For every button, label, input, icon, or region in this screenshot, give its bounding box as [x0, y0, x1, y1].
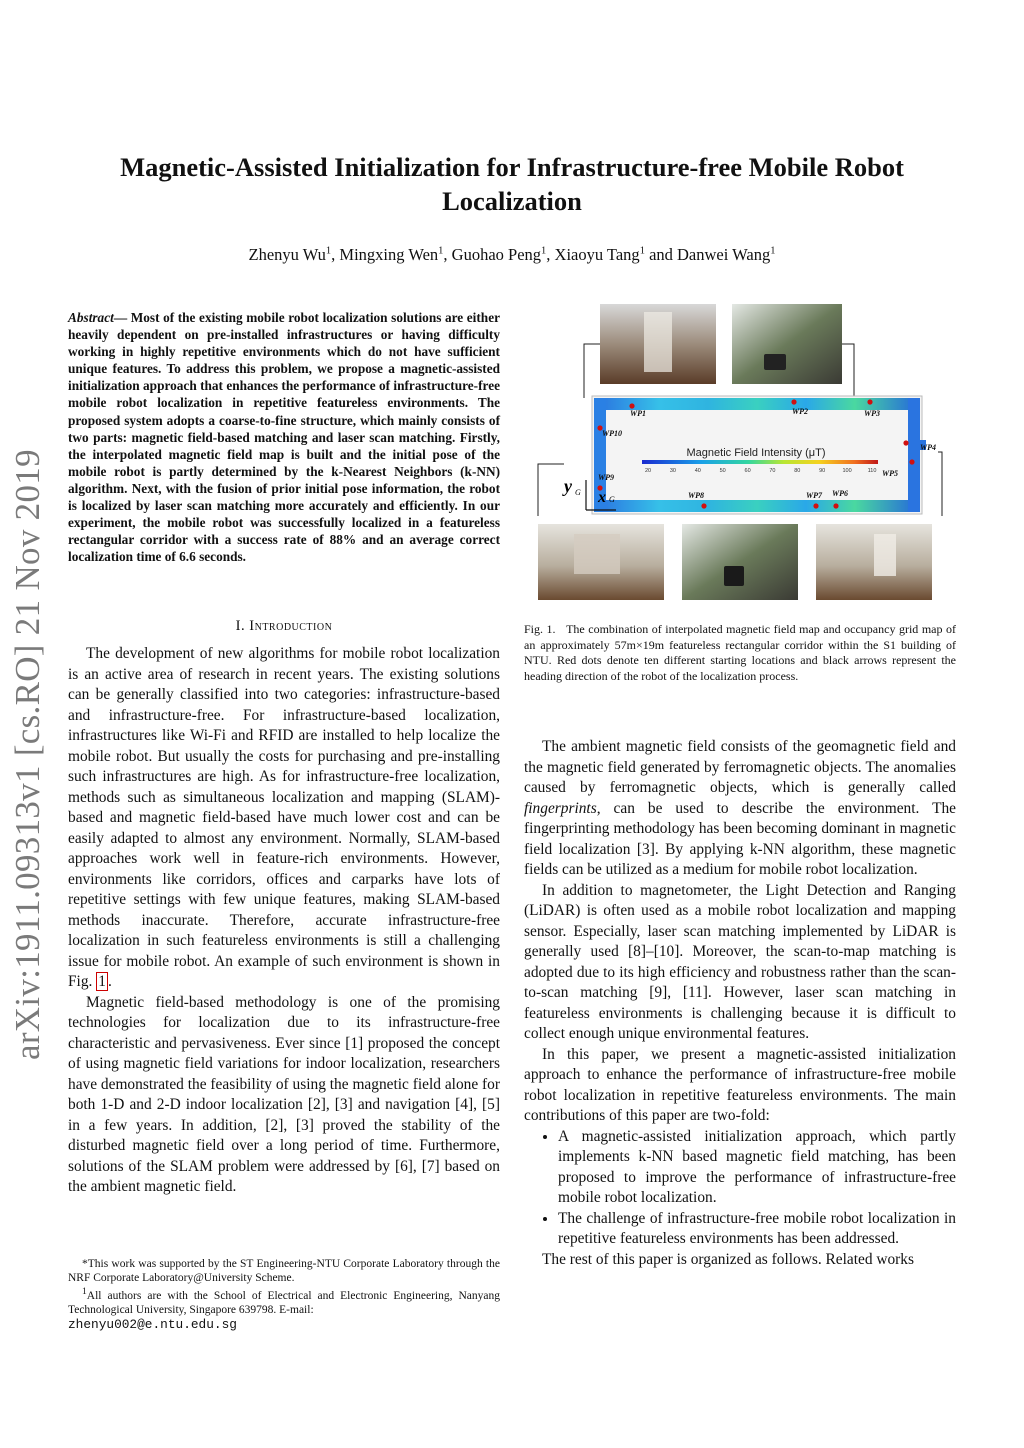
caption-label: Fig. 1. [524, 622, 556, 636]
waypoint-label: WP3 [864, 409, 880, 418]
waypoint-marker [867, 399, 872, 404]
section-number: I. [235, 618, 246, 634]
author-affil: 1 [770, 245, 776, 257]
footnotes [68, 1257, 500, 1332]
abstract [68, 309, 500, 565]
author: Mingxing Wen [339, 245, 439, 264]
author-sep: and [644, 245, 678, 264]
author-sep: , [443, 245, 452, 264]
title-line-2: Localization [442, 186, 582, 216]
waypoint-label: WP7 [806, 491, 822, 500]
footnote-affil-text: All authors are with the School of Electrical and Electronic Engineering, Nanyang Technological University, Singapore 639798. E-mail: [68, 1290, 500, 1317]
axis-y-label: y [564, 476, 572, 496]
corridor-photo-4 [682, 524, 798, 600]
author-affil: 1 [541, 245, 547, 257]
waypoint-label: WP8 [688, 491, 704, 500]
waypoint-label: WP4 [920, 443, 936, 452]
legend-tick: 100 [842, 468, 852, 474]
legend-tick: 60 [744, 468, 751, 474]
right-p1-em: fingerprints [524, 799, 597, 817]
list-item: • A magnetic-assisted initialization approach, which partly implements k-NN based magnetic field matching, has been proposed to improve the performance of infrastructure-free mobile robot localization. [558, 1127, 956, 1209]
legend-title: Magnetic Field Intensity (μT) [686, 447, 826, 459]
legend-tick: 70 [769, 468, 776, 474]
figure-1-caption [524, 622, 956, 685]
legend-tick: 20 [644, 468, 652, 474]
footnote-funding: *This work was supported by the ST Engineering-NTU Corporate Laboratory through the NRF Corporate Laboratory@University Scheme. [68, 1258, 500, 1285]
legend-tick: 110 [867, 468, 877, 474]
waypoint-label: WP9 [598, 473, 614, 482]
author-list [60, 245, 964, 265]
axis-x-sub: G [609, 495, 615, 504]
waypoint-marker [903, 440, 908, 445]
intro-paragraph-2: Magnetic field-based methodology is one of the promising technologies for localization due to its infrastructure-free characteristic and pervasiveness. Ever since [1] proposed the concept of using magnetic field variations for indoor localization, researchers have demonstrated the feasibility of using the magnetic field alone for both 1-D and 2-D indoor localization [2], [3] and navigation [4], [5] in a few years. In addition, [2], [3] proved the stability of the disturbed magnetic field over a long period of time. Furthermore, solutions of the SLAM problem were addressed by [6], [7] based on the ambient magnetic field. [68, 993, 500, 1195]
waypoint-marker [833, 503, 838, 508]
author: Xiaoyu Tang [554, 245, 640, 264]
waypoint-marker [909, 459, 914, 464]
intro-p1-text: The development of new algorithms for mobile robot localization is an active area of research in recent years. The existing solutions can be generally classified into two categories: infrastructure-based and infrastructure-free. For infrastructure-based localization, infrastructures like Wi-Fi and RFID are installed to help localize the mobile robot. But usually the costs for purchasing and pre-installing such infrastructures are high. As for infrastructure-free localization, methods such as simultaneous localization and mapping (SLAM)-based and magnetic field-based have much lower cost and can be easily adapted to almost any environment. Normally, SLAM-based approaches work well in feature-rich environments. However, environments like corridors, offices and carparks have lots of repetitive settings with few unique features, making SLAM-based methods inaccurate. Therefore, accurate infrastructure-free localization in such featureless environments is still a challenging issue for mobile robot. An example of such environment is shown in Fig. [68, 645, 500, 990]
corridor-bottom [594, 500, 920, 512]
figure-1 [524, 302, 956, 602]
footnote-email: zhenyu002@e.ntu.edu.sg [68, 1316, 237, 1332]
waypoint-label: WP1 [630, 409, 646, 418]
arxiv-side-label: arXiv:1911.09313v1 [cs.RO] 21 Nov 2019 [8, 449, 47, 1060]
footnote-affiliation [68, 1285, 500, 1331]
intro-paragraph-1 [68, 644, 500, 993]
section-heading-introduction [68, 618, 500, 635]
waypoint-label: WP6 [832, 489, 848, 498]
section-title: Introduction [249, 618, 333, 634]
legend-tick: 50 [719, 468, 726, 474]
author: Zhenyu Wu [248, 245, 326, 264]
right-p1-b: , can be used to describe the environment. The fingerprinting methodology has been becoming dominant in magnetic field localization [3]. By applying k-NN algorithm, these magnetic fields can be utilized as a medium for mobile robot localization. [524, 799, 956, 878]
footnote-marker: 1 [82, 1286, 87, 1298]
author-affil: 1 [639, 245, 645, 257]
author-affil: 1 [438, 245, 444, 257]
waypoint-label: WP5 [882, 469, 898, 478]
paper-title [60, 150, 964, 218]
introduction-text [68, 644, 500, 1198]
corridor-right [908, 398, 920, 512]
waypoint-label: WP10 [602, 429, 622, 438]
author: Guohao Peng [451, 245, 542, 264]
legend-tick: 80 [794, 468, 801, 474]
legend-tick: 90 [819, 468, 826, 474]
legend-tick: 30 [669, 468, 676, 474]
right-paragraph-1 [524, 737, 956, 881]
figure-ref-link[interactable]: 1 [98, 973, 106, 990]
author-sep: , [331, 245, 340, 264]
caption-text: The combination of interpolated magnetic field map and occupancy grid map of an approximately 57m×19m featureless rectangular corridor within the S1 building of NTU. Red dots denote ten different starting locations and black arrows represent the heading direction of the robot of the localization process. [524, 622, 956, 684]
contribution-list [524, 1127, 956, 1250]
author-affil: 1 [325, 245, 332, 257]
abstract-text: — Most of the existing mobile robot localization solutions are either heavily dependent on pre-installed infrastructures or having difficulty working in highly repetitive environments which do not have sufficient unique features. To address this problem, we propose a magnetic-assisted initialization approach that enhances the performance of infrastructure-free mobile robot localization in repetitive featureless environments. The proposed system adopts a coarse-to-fine structure, which mainly consists of two parts: magnetic field-based matching and laser scan matching. Firstly, the interpolated magnetic field map is built and the initial pose of the mobile robot is partly determined by the k-Nearest Neighbors (k-NN) algorithm. Next, with the fusion of prior initial pose information, the robot is localized by laser scan matching more accurately and efficiently. In our experiment, the mobile robot was successfully localized in a featureless rectangular corridor with a success rate of 88% and an average correct localization time of 6.6 seconds. [68, 310, 500, 565]
title-line-1: Magnetic-Assisted Initialization for Infrastructure-free Mobile Robot [120, 152, 904, 182]
waypoint-marker [701, 503, 706, 508]
axis-y-sub: G [575, 488, 581, 497]
legend-colorbar [642, 460, 878, 464]
right-p1-a: The ambient magnetic field consists of the geomagnetic field and the magnetic field generated by ferromagnetic objects. The anomalies caused by ferromagnetic objects, which is generally called [524, 738, 956, 796]
waypoint-marker [813, 503, 818, 508]
right-column-text [524, 737, 956, 1270]
axis-x-label: x [598, 489, 606, 506]
list-item: • The challenge of infrastructure-free mobile robot localization in repetitive featureless environments has been addressed. [558, 1209, 956, 1250]
corridor-photo-2 [732, 304, 842, 384]
right-paragraph-3: In this paper, we present a magnetic-assisted initialization approach to enhance the performance of infrastructure-free mobile robot localization in repetitive featureless environments. The main contributions of this paper are two-fold: [524, 1045, 956, 1124]
author: Danwei Wang [677, 245, 771, 264]
waypoint-label: WP2 [792, 407, 808, 416]
right-paragraph-4: The rest of this paper is organized as follows. Related works [542, 1250, 914, 1268]
author-sep: , [546, 245, 555, 264]
waypoint-marker [629, 403, 634, 408]
abstract-label: Abstract [68, 310, 114, 325]
intro-p1-end: . [107, 973, 112, 990]
right-paragraph-2: In addition to magnetometer, the Light Detection and Ranging (LiDAR) is often used as a mobile robot localization and mapping sensor. Especially, laser scan matching implemented by LiDAR is generally used [8]–[10]. Moreover, the scan-to-map matching is adopted due to its high efficiency and robustness rather than the scan-to-scan matching [9], [11]. However, laser scan matching in featureless environments is challenging because it is difficult to collect enough unique environmental features. [524, 881, 956, 1042]
figure-1-graphic [524, 302, 956, 602]
waypoint-marker [791, 399, 796, 404]
legend-tick: 40 [694, 468, 701, 474]
